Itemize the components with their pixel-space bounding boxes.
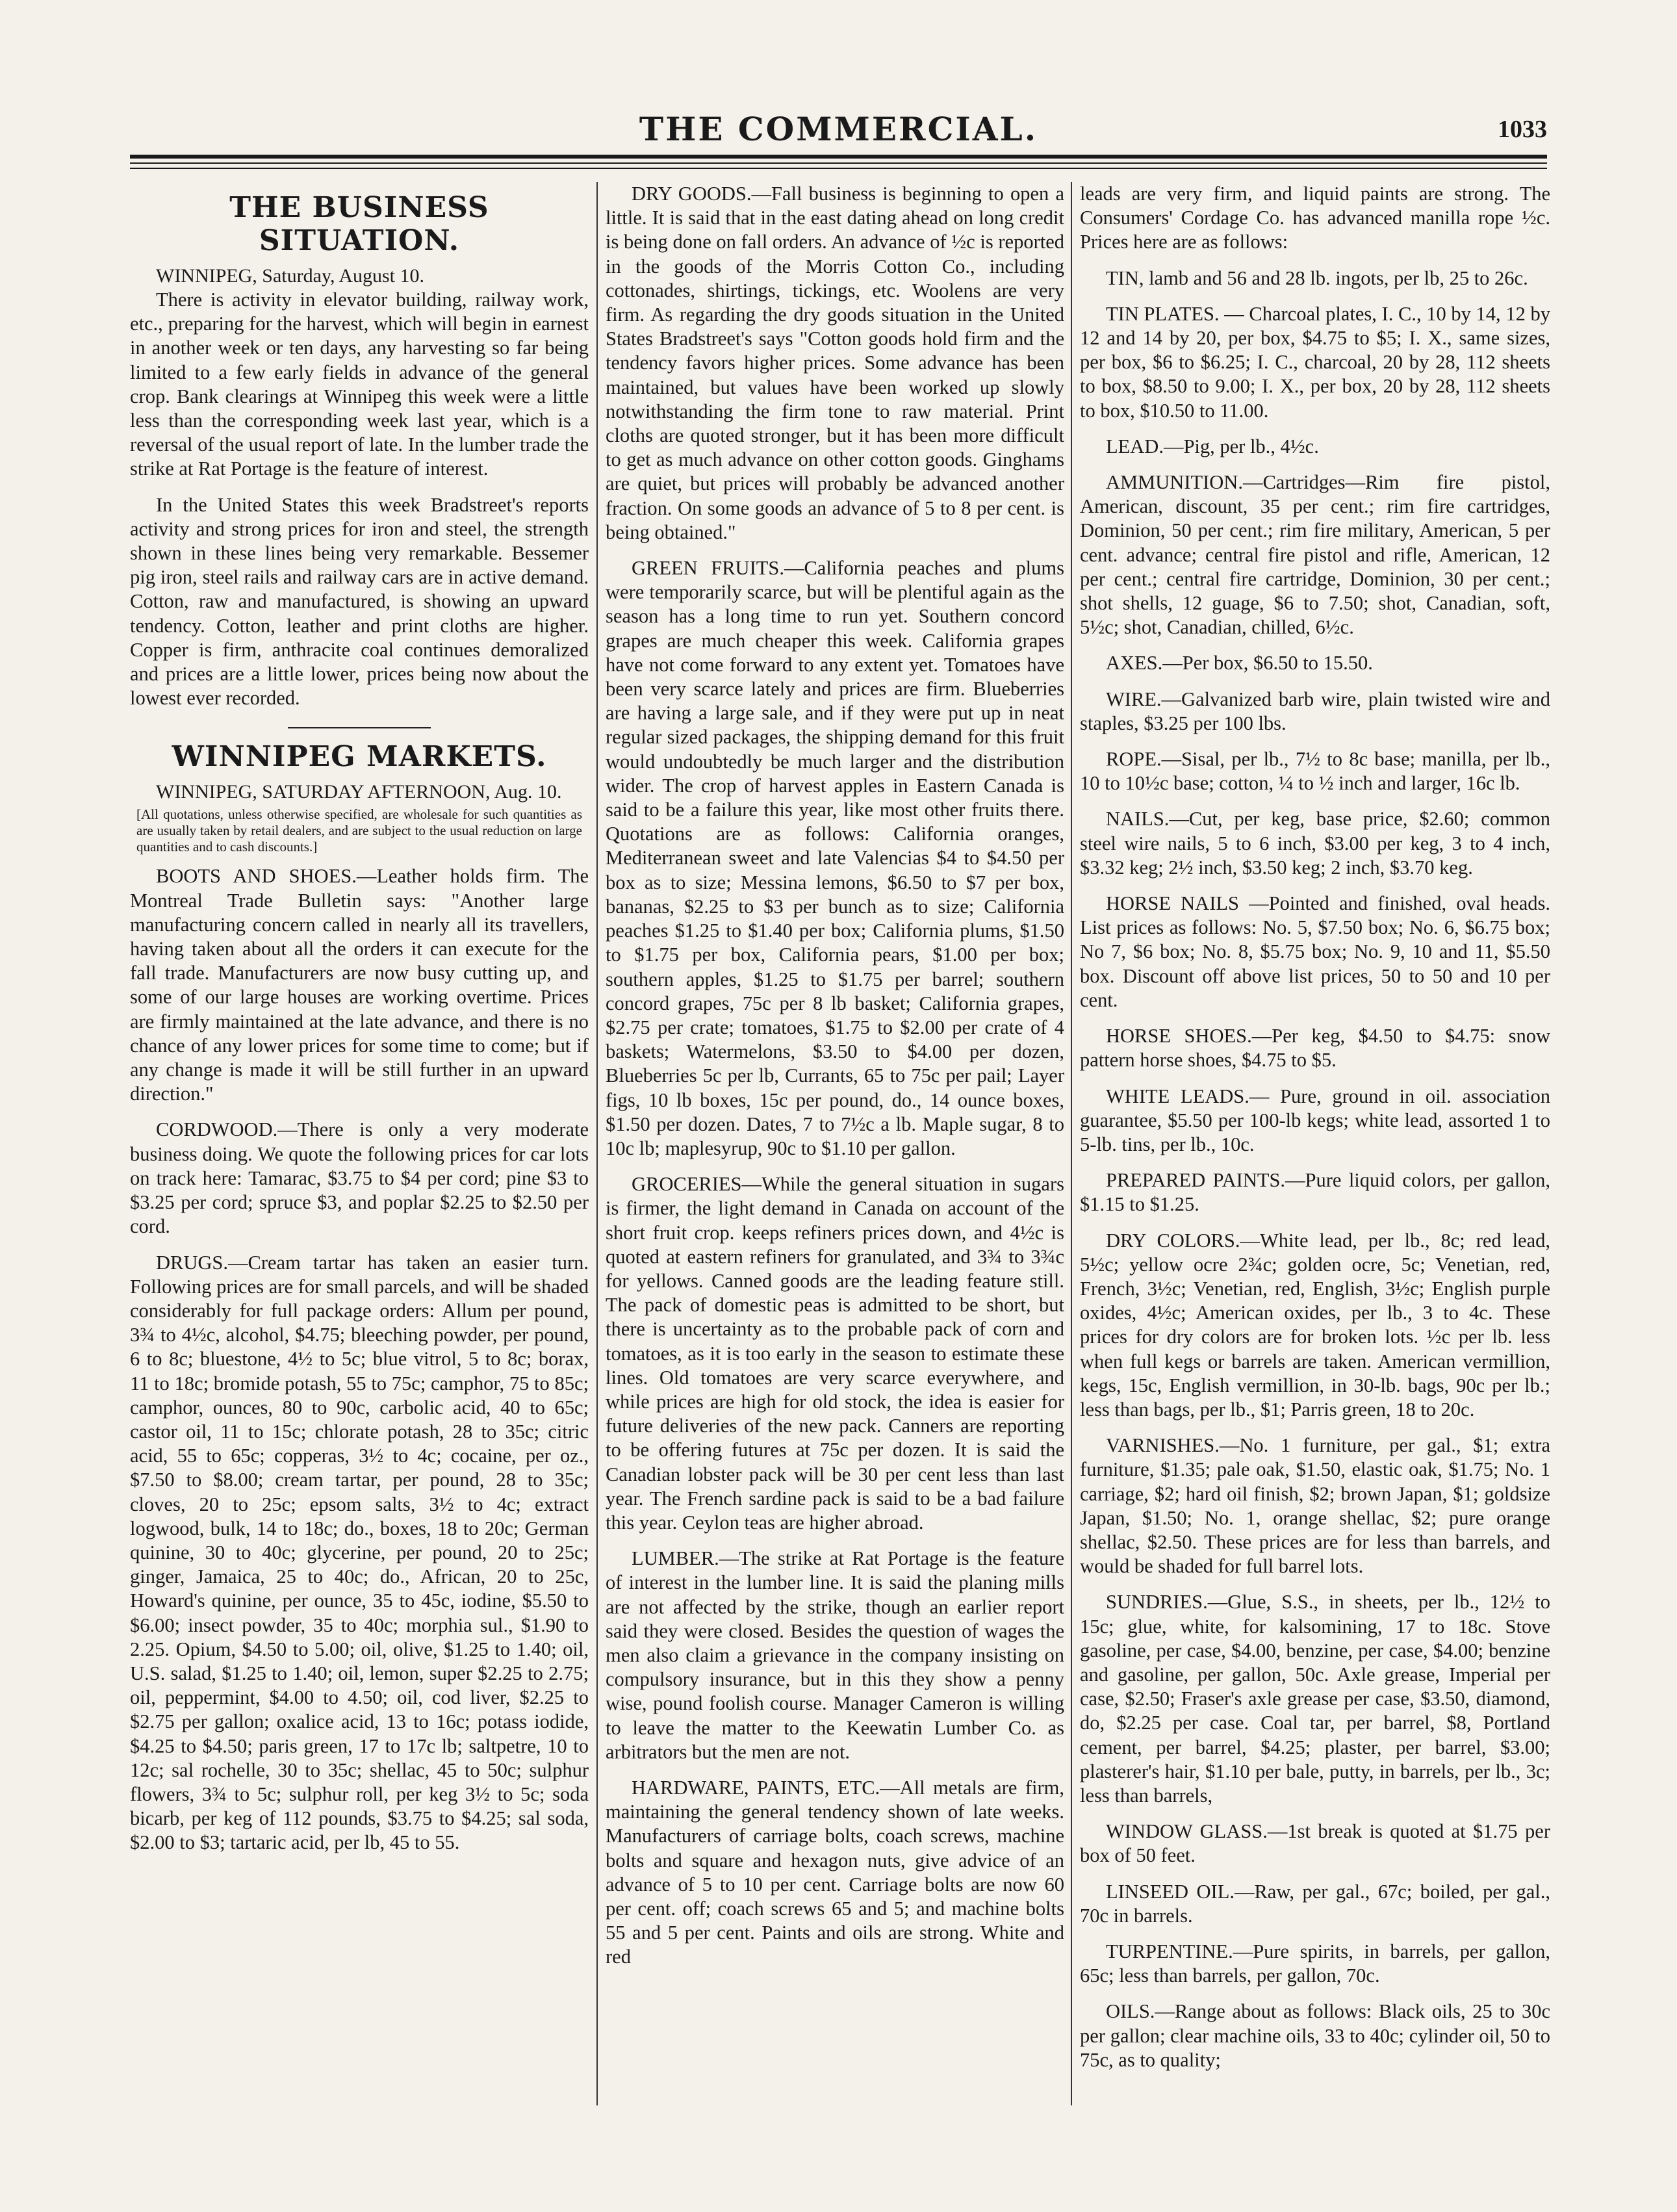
market-paragraph: OILS.—Range about as follows: Black oils, 25 to 30c per gallon; clear machine oils, 33 to 40c; cylinder oil, 50 to 75c, as to quality; <box>1080 2000 1550 2071</box>
header-rule-thin-2 <box>130 168 1547 169</box>
masthead-bar <box>130 109 1547 149</box>
market-paragraph: leads are very firm, and liquid paints are strong. The Consumers' Cordage Co. has advanced manilla rope ½c. Prices here are as follows: <box>1080 183 1550 253</box>
column-2 <box>606 182 1064 2144</box>
business-situation-heading: THE BUSINESS SITUATION. <box>229 191 489 257</box>
market-paragraph: GROCERIES—While the general situation in sugars is firmer, the light demand in Canada on account of the short fruit crop. keeps refiners prices down, and 4½c is quoted at eastern refiners for granulated, and 3¾ to 3¾c for yellows. Canned goods are the leading feature still. The pack of domestic peas is admitted to be short, but there is uncertainty as to the probable pack of corn and tomatoes, as it is too early in the season to estimate these lines. Old tomatoes are very scarce everywhere, and while prices are high for old stock, the idea is easier for future deliveries of the new pack. Canners are reporting to be offering futures at 75c per dozen. It is said the Canadian lobster pack will be 30 per cent less than last year. The French sardine pack is said to be a bad failure this year. Ceylon teas are higher abroad. <box>606 1173 1064 1534</box>
article-columns <box>130 182 1550 2151</box>
market-paragraph: WINDOW GLASS.—1st break is quoted at $1.75 per box of 50 feet. <box>1080 1820 1550 1867</box>
market-paragraph: WIRE.—Galvanized barb wire, plain twisted wire and staples, $3.25 per 100 lbs. <box>1080 688 1550 734</box>
market-paragraph: HORSE SHOES.—Per keg, $4.50 to $4.75: snow pattern horse shoes, $4.75 to $5. <box>1080 1025 1550 1072</box>
section-divider <box>288 727 431 728</box>
header-rule-thin <box>130 162 1547 164</box>
market-paragraph: CORDWOOD.—There is only a very moderate business doing. We quote the following prices for car lots on track here: Tamarac, $3.75 to $4 per cord; pine $3 to $3.25 per cord; spruce $3, and poplar $2.25 to $2.50 per cord. <box>130 1118 589 1238</box>
market-paragraph: LEAD.—Pig, per lb., 4½c. <box>1106 435 1319 457</box>
market-paragraph: TIN PLATES. — Charcoal plates, I. C., 10 by 14, 12 by 12 and 14 by 20, per box, $4.75 to $5; I. X., same sizes, per box, $6 to $6.25; I. C., charcoal, 20 by 28, 112 sheets to box, $8.50 to 9.00; I. X., per box, 20 by 28, 112 sheets to box, $10.50 to 11.00. <box>1080 302 1550 422</box>
masthead-title: THE COMMERCIAL. <box>639 110 1038 148</box>
market-paragraph: BOOTS AND SHOES.—Leather holds firm. The Montreal Trade Bulletin says: "Another large manufacturing concern called in nearly all its travellers, having taken about all the orders it can execute for the fall trade. Manufacturers are now busy cutting up, and some of our large houses are working overtime. Prices are firmly maintained at the late advance, and there is no chance of any lower prices for some time to come; but if any change is made it will be still further in an upward direction." <box>130 865 589 1105</box>
quotations-note: [All quotations, unless otherwise specified, are wholesale for such quantities as are usually taken by retail dealers, and are subject to the usual reduction on large quantities and to cash discounts.] <box>136 806 582 855</box>
market-paragraph: TURPENTINE.—Pure spirits, in barrels, per gallon, 65c; less than barrels, per gallon, 70c. <box>1080 1940 1550 1987</box>
market-paragraph: LUMBER.—The strike at Rat Portage is the feature of interest in the lumber line. It is said the planing mills are not affected by the strike, though an earlier report said they were closed. Besides the question of wages the men also claim a grievance in the company insisting on compulsory insurance, but in this they show a penny wise, pound foolish course. Manager Cameron is willing to leave the matter to the Keewatin Lumber Co. as arbitrators but the men are not. <box>606 1547 1064 1763</box>
business-situation-paragraph: There is activity in elevator building, railway work, etc., preparing for the harvest, which will begin in earnest in another week or ten days, any harvesting so far being limited to a few early fields in advance of the general crop. Bank clearings at Winnipeg this week were a little less than the corresponding week last year, which is a reversal of the usual report of late. In the lumber trade the strike at Rat Portage is the feature of interest. <box>130 289 589 480</box>
market-paragraph: SUNDRIES.—Glue, S.S., in sheets, per lb., 12½ to 15c; glue, white, for kalsomining, 17 to 18c. Stove gasoline, per case, $4.00, benzine, per case, $4.00; benzine and gasoline, per gallon, 50c. Axle grease, Imperial per case, $2.50; Fraser's axle grease per case, $3.50, diamond, do, $2.25 per case. Coal tar, per barrel, $8, Portland cement, per barrel, $4.25; plaster, per barrel, $3.00; plasterer's hair, $1.10 per bale, putty, in barrels, per lb., 3c; less than barrels, <box>1080 1591 1550 1807</box>
market-paragraph: DRY GOODS.—Fall business is beginning to open a little. It is said that in the east dating ahead on long credit is being done on fall orders. An advance of ½c is reported in the goods of the Morris Cotton Co., including cottonades, shirtings, tickings, etc. Woolens are very firm. As regarding the dry goods situation in the United States Bradstreet's says "Cotton goods hold firm and the tendency favors higher prices. Some advance has been maintained, but values have been worked up slowly notwithstanding the firm tone to raw material. Print cloths are quoted stronger, but it has been more difficult to get as much advance on other cotton goods. Ginghams are quiet, but prices will probably be advanced another fraction. On some goods an advance of 5 to 8 per cent. is being obtained." <box>606 183 1064 543</box>
market-paragraph: ROPE.—Sisal, per lb., 7½ to 8c base; manilla, per lb., 10 to 10½c base; cotton, ¼ to ½ inch and larger, 16c lb. <box>1080 748 1550 795</box>
market-paragraph: TIN, lamb and 56 and 28 lb. ingots, per lb, 25 to 26c. <box>1106 266 1528 289</box>
header-rule-thick <box>130 155 1547 159</box>
market-paragraph: LINSEED OIL.—Raw, per gal., 67c; boiled, per gal., 70c in barrels. <box>1080 1880 1550 1927</box>
market-paragraph: HORSE NAILS —Pointed and finished, oval heads. List prices as follows: No. 5, $7.50 box; No. 6, $6.75 box; No 7, $6 box; No. 8, $5.75 box; No. 9, 10 and 11, $5.50 box. Discount off above list prices, 50 to 50 and 10 per cent. <box>1080 892 1550 1011</box>
winnipeg-markets-heading: WINNIPEG MARKETS. <box>172 740 547 774</box>
page-number: 1033 <box>1498 116 1547 143</box>
market-paragraph: NAILS.—Cut, per keg, base price, $2.60; common steel wire nails, 5 to 6 inch, $3.00 per keg, 3 to 4 inch, $3.32 keg; 2½ inch, $3.50 keg; 2 inch, $3.70 keg. <box>1080 808 1550 879</box>
column-3 <box>1080 182 1550 2144</box>
market-paragraph: VARNISHES.—No. 1 furniture, per gal., $1; extra furniture, $1.35; pale oak, $1.50, elastic oak, $1.75; No. 1 carriage, $2; hard oil finish, $2; brown Japan, $1; goldsize Japan, $1.50; No. 1, orange shellac, $2; pure orange shellac, $2.50. These prices are for less than barrels, and would be shaded for full barrel lots. <box>1080 1434 1550 1578</box>
market-paragraph: HARDWARE, PAINTS, ETC.—All metals are firm, maintaining the general tendency shown of late weeks. Manufacturers of carriage bolts, coach screws, machine bolts and square and hexagon nuts, give advice of an advance of 5 to 10 per cent. Carriage bolts are now 60 per cent. off; coach screws 65 and 5; and machine bolts 55 and 5 per cent. Paints and oils are strong. White and red <box>606 1777 1064 1968</box>
market-paragraph: GREEN FRUITS.—California peaches and plums were temporarily scarce, but will be plentiful again as the season has a long time to run yet. Southern concord grapes are much cheaper this week. California grapes have not come forward to any extent yet. Tomatoes have been very scarce lately and prices are firm. Blueberries are having a large sale, and if they were put up in neat regular sized packages, the shipping demand for this fruit would undoubtedly be much larger and the distribution wider. The crop of harvest apples in Eastern Canada is said to be a failure this year, like most other fruits there. Quotations are as follows: California oranges, Mediterranean sweet and late Valencias $4 to $4.50 per box as to size; Messina lemons, $6.50 to $7 per box, bananas, $2.25 to $3 per bunch as to size; California peaches $1.25 to $1.40 per box; California plums, $1.50 to $1.75 per box, California pears, $1.00 per box; southern apples, $1.25 to $1.75 per barrel; southern concord grapes, 75c per 8 lb basket; California grapes, $2.75 per crate; tomatoes, $1.75 to $2.00 per crate of 4 baskets; Watermelons, $3.50 to $4.00 per dozen, Blueberries 5c per lb, Currants, 65 to 75c per pail; Layer figs, 10 lb boxes, 15c per pound, do., 14 ounce boxes, $1.50 per dozen. Dates, 7 to 7½c a lb. Maple sugar, 8 to 10c lb; maplesyrup, 90c to $1.10 per gallon. <box>606 557 1064 1159</box>
market-paragraph: DRUGS.—Cream tartar has taken an easier turn. Following prices are for small parcels, and will be shaded considerably for full package orders: Allum per pound, 3¾ to 4½c, alcohol, $4.75; bleeching powder, per pound, 6 to 8c; bluestone, 4½ to 5c; blue vitrol, 5 to 8c; borax, 11 to 18c; bromide potash, 55 to 75c; camphor, 75 to 85c; camphor, ounces, 80 to 90c, carbolic acid, 40 to 65c; castor oil, 11 to 15c; chlorate potash, 28 to 35c; citric acid, 55 to 65c; copperas, 3½ to 4c; cocaine, per oz., $7.50 to $8.00; cream tartar, per pound, 28 to 35c; cloves, 20 to 25c; epsom salts, 3½ to 4c; extract logwood, bulk, 14 to 18c; do., boxes, 18 to 20c; German quinine, 30 to 40c; glycerine, per pound, 20 to 25c; ginger, Jamaica, 25 to 40c; do., African, 20 to 25c, Howard's quinine, per ounce, 35 to 45c, iodine, $5.50 to $6.00; insect powder, 35 to 40c; morphia sul., $1.90 to 2.25. Opium, $4.50 to 5.00; oil, olive, $1.25 to 1.40; oil, U.S. salad, $1.25 to 1.40; oil, lemon, super $2.25 to 2.75; oil, peppermint, $4.00 to 4.50; oil, cod liver, $2.25 to $2.75 per gallon; oxalice acid, 13 to 16c; potass iodide, $4.25 to $4.50; paris green, 17 to 17c lb; saltpetre, 10 to 12c; sal rochelle, 30 to 35c; shellac, 45 to 50c; sulphur flowers, 3¾ to 5c; sulphur roll, per keg 3½ to 5c; soda bicarb, per keg of 112 pounds, $3.75 to $4.25; sal soda, $2.00 to $3; tartaric acid, per lb, 45 to 55. <box>130 1251 589 1854</box>
market-paragraph: DRY COLORS.—White lead, per lb., 8c; red lead, 5½c; yellow ocre 2¾c; golden ocre, 5c; Venetian, red, French, 3½c; Venetian, red, English, 3½c; English purple oxides, 4½c; American oxides, per lb., 3 to 4c. These prices for dry colors are for broken lots. ½c per lb. less when full kegs or barrels are taken. American vermillion, kegs, 15c, English vermillion, in 30-lb. bags, 90c per lb.; less than bags, per lb., $1; Parris green, 18 to 20c. <box>1080 1229 1550 1421</box>
market-paragraph: AMMUNITION.—Cartridges—Rim fire pistol, American, discount, 35 per cent.; rim fire cartridges, Dominion, 50 per cent.; rim fire military, American, 5 per cent. advance; central fire pistol and rifle, American, 12 per cent.; central fire cartridge, Dominion, 30 per cent.; shot shells, 12 guage, $6 to 7.50; shot, Canadian, soft, 5½c; shot, Canadian, chilled, 6½c. <box>1080 471 1550 639</box>
market-paragraph: AXES.—Per box, $6.50 to 15.50. <box>1106 652 1373 675</box>
market-paragraph: WHITE LEADS.— Pure, ground in oil. association guarantee, $5.50 per 100-lb kegs; white lead, assorted 1 to 5-lb. tins, per lb., 10c. <box>1080 1085 1550 1155</box>
market-paragraph: PREPARED PAINTS.—Pure liquid colors, per gallon, $1.15 to $1.25. <box>1080 1169 1550 1216</box>
winnipeg-markets-dateline: WINNIPEG, SATURDAY AFTERNOON, Aug. 10. <box>156 781 562 803</box>
business-situation-paragraph: In the United States this week Bradstreet's reports activity and strong prices for iron and steel, the strength shown in these lines being very remarkable. Bessemer pig iron, steel rails and railway cars are in active demand. Cotton, raw and manufactured, is showing an upward tendency. Cotton, leather and print cloths are higher. Copper is firm, anthracite coal continues demoralized and prices are a little lower, prices being now about the lowest ever recorded. <box>130 493 589 710</box>
business-situation-dateline: WINNIPEG, Saturday, August 10. <box>156 265 425 287</box>
column-1 <box>130 182 589 2144</box>
